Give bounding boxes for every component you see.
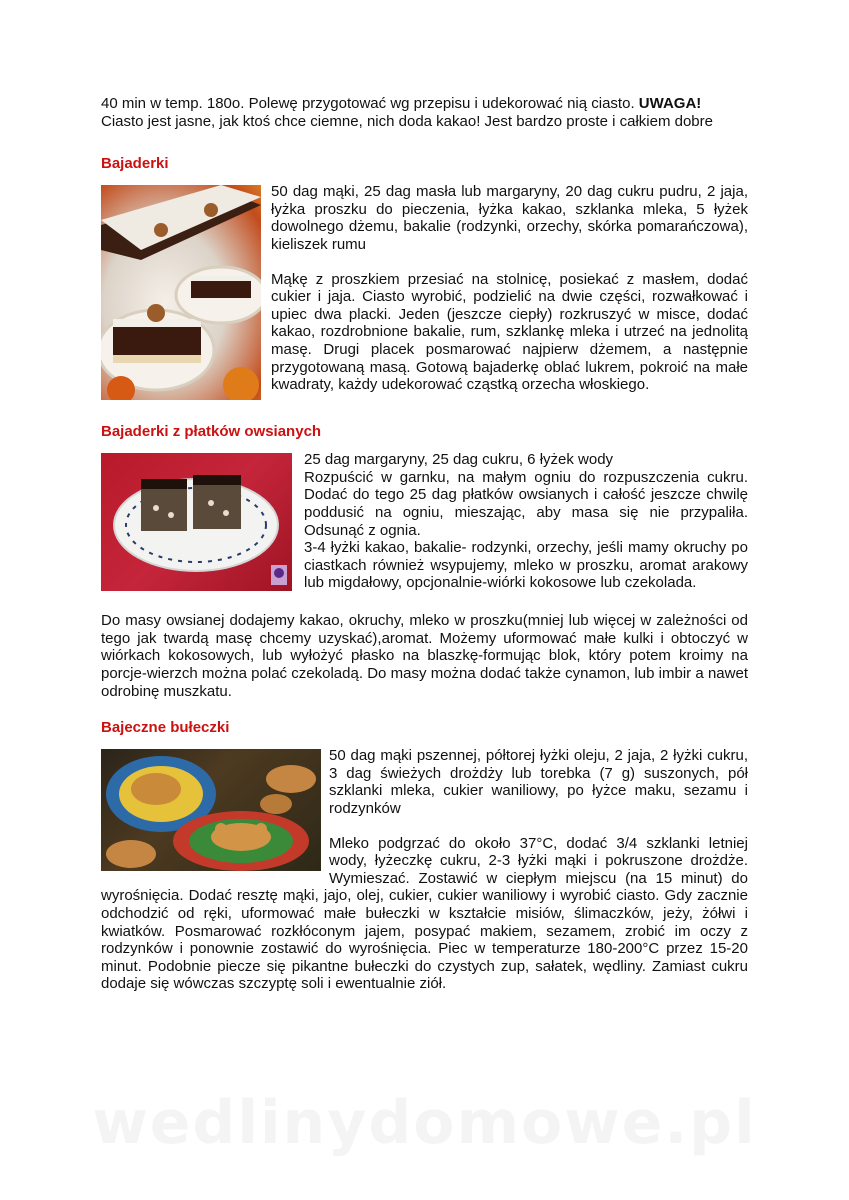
recipe3-method: Mleko podgrzać do około 37°C, dodać 3/4 szklanki letniej wody, łyżeczkę cukru, 2-3 łyżki mąki i pokruszone drożdże. Wymieszać. Zostawić w ciepłym miejscu (na 15 minut) do wyrośnięcia. Dodać resztę mąki, jajo, olej, cukier, cukier waniliowy i wyrobić ciasto. Gdy zacznie odchodzić od ręki, uformować małe bułeczki w kształcie misiów, ślimaczków, jeży, żółwi i kwiatków. Posmarować rozkłóconym jajem, posypać makiem, sezamem, zrobić im oczy z rodzynków i ponownie zostawić do wyrośnięcia. Piec w temperaturze 180-200°C przez 15-20 minut. Podobnie piecze się pikantne bułeczki do czystych zup, sałatek, wędliny. Zamiast cukru dodaje się wówczas szczyptę soli i ewentualnie ziół. [101, 834, 748, 993]
intro-warning: UWAGA! [638, 95, 702, 112]
oat-bajaderki-photo [101, 453, 292, 591]
bulki-photo [101, 749, 321, 871]
oat-bajaderki-photo-drawing [101, 453, 292, 591]
recipe1-ingredients: 50 dag mąki, 25 dag masła lub margaryny, 20 dag cukru pudru, 2 jaja, łyżka proszku do pieczenia, łyżka kakao, szklanka mleka, 5 łyżek dowolnego dżemu, bakalie (rodzynki, orzechy, skórka pomarańczowa), kieliszek rumu [271, 183, 748, 253]
recipe1-section [101, 183, 748, 404]
document-page [101, 95, 748, 993]
bajaderki-photo-drawing [101, 185, 261, 400]
recipe2-ingredients: 25 dag margaryny, 25 dag cukru, 6 łyżek wody [304, 451, 614, 469]
intro-paragraph [101, 95, 748, 130]
recipe2-section [101, 451, 748, 595]
recipe2-additions: 3-4 łyżki kakao, bakalie- rodzynki, orzechy, jeśli mamy okruchy po ciastkach również wsypujemy, mleko w proszku, aromat arakowy lub migdałowy, opcjonalnie-wiórki kokosowe lub czekolada. [304, 539, 748, 592]
bulki-photo-drawing [101, 749, 321, 871]
recipe2-method: Do masy owsianej dodajemy kakao, okruchy, mleko w proszku(mniej lub więcej w zależności od tego jak twardą masę chcemy uzyskać),aromat. Możemy uformować małe kulki i obtoczyć w wiórkach kokosowych, lub wyłożyć płasko na blaszkę-formując blok, który potem kroimy na porcje-wierzch można polać czekoladą. Do masy można dodać także cynamon, lub imbir a nawet odrobinę muszkatu. [101, 612, 748, 700]
intro-line2: Ciasto jest jasne, jak ktoś chce ciemne, nich doda kakao! Jest bardzo proste i całkiem dobre [101, 112, 713, 130]
recipe2-title: Bajaderki z płatków owsianych [101, 423, 322, 441]
site-watermark: wedlinydomowe.pl [92, 1088, 757, 1158]
recipe1-title: Bajaderki [101, 155, 169, 173]
intro-text: 40 min w temp. 180o. Polewę przygotować wg przepisu i udekorować nią ciasto. [101, 95, 635, 112]
recipe3-title: Bajeczne bułeczki [101, 719, 230, 737]
recipe3-section [101, 747, 748, 993]
recipe3-ingredients: 50 dag mąki pszennej, półtorej łyżki oleju, 2 jaja, 2 łyżki cukru, 3 dag świeżych drożdży lub torebka (7 g) suszonych, pół szklanki mleka, cukier waniliowy, po łyżce maku, sezamu i rodzynków [329, 747, 748, 817]
recipe1-method: Mąkę z proszkiem przesiać na stolnicę, posiekać z masłem, dodać cukier i jaja. Ciasto wyrobić, podzielić na dwie części, rozwałkować i upiec dwa placki. Jeden (jeszcze ciepły) rozkruszyć w misce, dodać kakao, rozdrobnione bakalie, rum, szklankę mleka i utrzeć na jednolitą masę. Drugi placek posmarować najpierw dżemem, a następnie przygotowaną masą. Gotową bajaderkę oblać lukrem, pokroić na małe kwadraty, każdy udekorować cząstką orzecha włoskiego. [271, 270, 748, 394]
bajaderki-photo [101, 185, 261, 400]
recipe2-step1: Rozpuścić w garnku, na małym ogniu do rozpuszczenia cukru. Dodać do tego 25 dag płatków owsianych i całość jeszcze chwilę poddusić na ogniu, mieszając, aby masa się nie przypaliła. Odsunąć z ognia. [304, 468, 748, 539]
